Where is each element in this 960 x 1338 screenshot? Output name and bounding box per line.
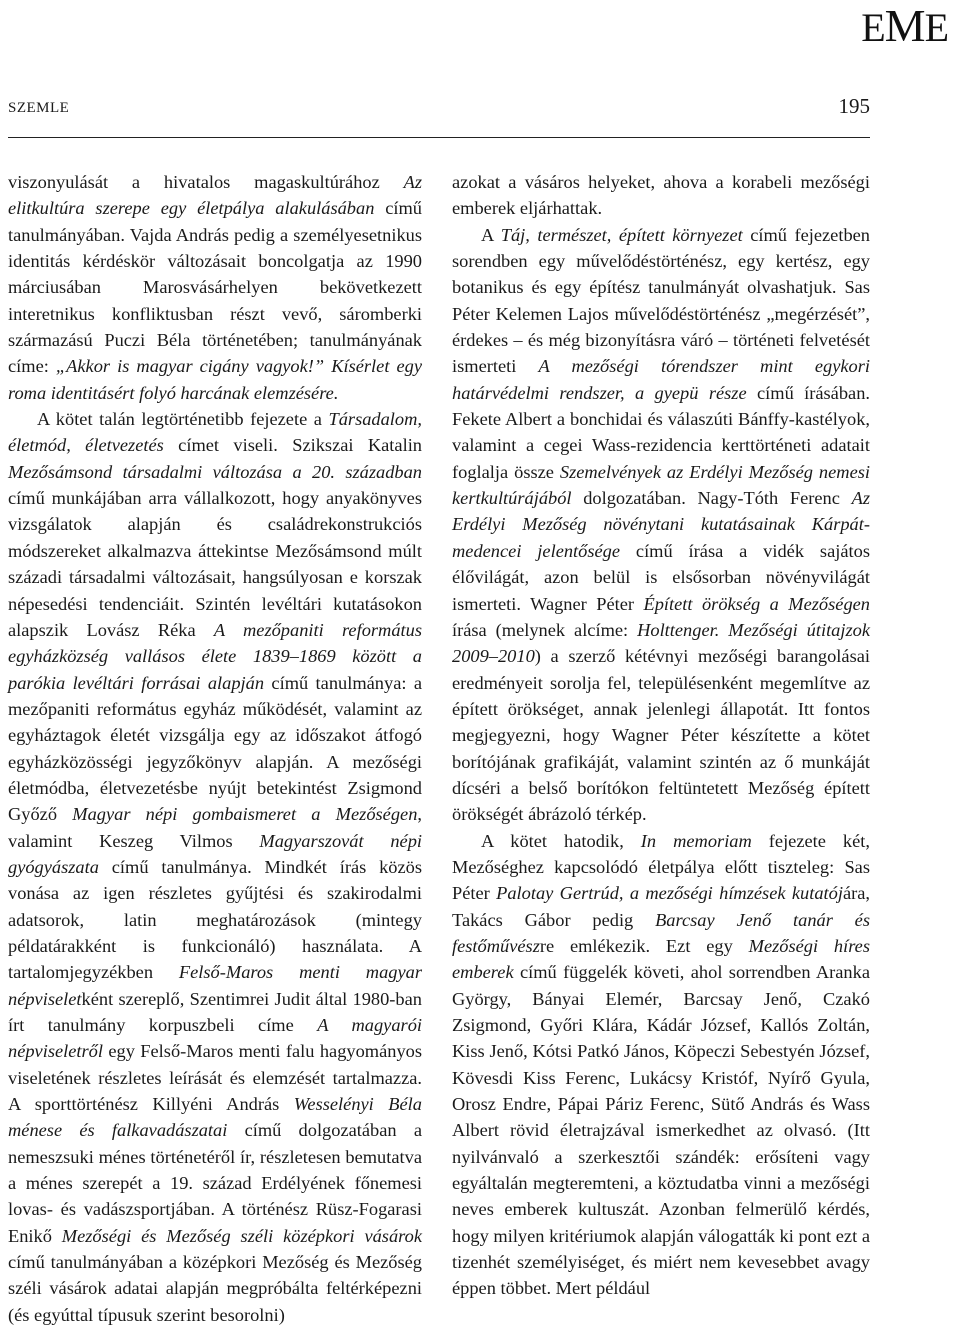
- text-run: ára, Takács Gábor pedig: [452, 883, 870, 930]
- text-run: ) a szerző kétévnyi mezőségi barangolásai eredményeit sorolja fel, településenként megemlítve az épített örökséget, annak jelenlegi állapotát. Itt fontos megjegyezni, hogy Wagner Péter készítette a kötet borítójának grafikáját, valamint szintén az ő munkáját dícséri a belső borítókon feltüntetett Mezőség épített örökségét ábrázoló térkép.: [452, 646, 870, 825]
- text-run: fejezete két, Mezőséghez kapcsolódó életpálya előtt tiszteleg: Sas Péter: [452, 830, 870, 904]
- paragraph: [8, 169, 422, 406]
- text-run: című írása a vidék sajátos élővilágát, azon belül is elsősorban növényvilágát ismerteti. Wagner Péter: [452, 540, 870, 614]
- italic-title: Az elitkultúra szerepe egy életpálya alakulásában: [8, 172, 422, 219]
- italic-title: Magyarszovát népi gyógyászata: [8, 830, 423, 877]
- journal-logo: [861, 0, 948, 51]
- paragraph: [452, 222, 870, 828]
- running-head: [8, 96, 870, 120]
- text-run: című tanulmánya. Mindkét írás közös vonása az igen részletes gyűjtési és szakirodalmi adatsorok, latin meghatározások (mintegy példatárakként is funkcionáló) használata. A tartalomjegyzékben: [8, 856, 422, 983]
- left-column: [8, 169, 422, 1328]
- italic-title: Táj, természet, épített környezet: [500, 224, 743, 245]
- text-run: című tanulmányában. Vajda András pedig a személyesetnikus identitás kérdéskör változásait boncolgatja az 1990 márciusában Marosvásárhelyen bekövetkezett interetnikus konfliktusban részt vevő, sáromberki származású Puczi Béla történetében; tanulmányának címe:: [8, 198, 422, 377]
- text-run: A kötet hatodik,: [481, 830, 641, 851]
- text-run: , valamint Keszeg Vilmos: [8, 804, 422, 851]
- text-run: egy Felső-Maros menti falu hagyományos viseletének részletes leírását és elemzését tartalmazza. A sporttörténész Killyéni András: [8, 1041, 422, 1115]
- text-run: című tanulmányában a középkori Mezőség és Mezőség széli vásárok adatai alapján megpróbálta feltérképezni (és egyúttal típusuk szerint besorolni): [8, 1252, 422, 1325]
- section-title: SZEMLE: [8, 100, 70, 116]
- text-run: ként szereplő, Szentimrei Judit által 1980-ban írt tanulmány korpuszbeli címe: [8, 988, 422, 1035]
- paragraph: [452, 169, 870, 222]
- paragraph: [8, 406, 422, 1328]
- text-run: címet viseli. Szikszai Katalin: [163, 435, 422, 456]
- text-run: viszonyulását a hivatalos magaskultúrához: [8, 172, 404, 192]
- text-run: re emlékezik. Ezt egy: [539, 935, 749, 956]
- text-run: A kötet talán legtörténetibb fejezete a: [37, 409, 329, 430]
- logo-letter-e2: E: [924, 5, 948, 50]
- italic-title: A magyarói népviseletről: [8, 1015, 422, 1062]
- text-run: írása (melynek alcíme:: [452, 619, 638, 640]
- text-run: című írásában. Fekete Albert a bonchidai és válaszúti Bánffy-kastélyok, valamint a cegei Wass-rezidencia kerttörténeti adatait foglalja össze: [452, 382, 870, 482]
- italic-title: Felső-Maros menti magyar népviselet: [8, 962, 422, 1009]
- text-run: című dolgozatában a nemeszsuki ménes történetéről ír, részletesen bemutatva a ménes szerepét a 19. század Erdélyének főnemesi lovas- és vadászsportjában. A történész Rüsz-Fogarasi Enikő: [8, 1120, 422, 1246]
- text-run: című fejezetben sorendben egy művelődéstörténész, egy kertész, egy botanikus és egy építész tanulmányát olvashatjuk. Sas Péter Kelemen Lajos művelődéstörténész „megérzését”, érdekes – és még bizonyításra váró – történeti felvetését ismerteti: [452, 224, 870, 377]
- text-run: című függelék követi, ahol sorrendben Aranka György, Bányai Elemér, Barcsay Jenő, Czakó Zsigmond, Győri Klára, Kádár József, Kallós Zoltán, Kiss Jenő, Kótsi Patkó János, Köpeczi Sebestyén József, Kövesdi Kiss Ferenc, Lukácsy Kristóf, Nyírő Gyula, Orosz Endre, Pápai Páriz Ferenc, Sütő András és Wass Albert rövid életrajzával ismerkedhet az olvasó. (Itt nyilvánvaló a szerkesztői szándék: erősíteni vagy egyáltalán megteremteni, a köztudatba vinni a mezőségi neves emberek kultuszát. Azonban felmerülő kérdés, hogy milyen kritériumok alapján válogatták ki pont ezt a tizenhét személyiséget, és miért nem kevesebbet avagy éppen többet. Mert például: [452, 962, 870, 1299]
- italic-title: Holttenger. Mezőségi útitajzok 2009–2010: [452, 619, 870, 667]
- italic-title: Társadalom, életmód, életvezetés: [8, 409, 422, 456]
- italic-title: Mezőségi híres emberek: [452, 935, 870, 983]
- italic-title: A mezőségi tórendszer mint egykori határvédelmi rendszer, a gyepü része: [452, 356, 870, 403]
- header-rule: [8, 137, 870, 138]
- text-run: dolgozatában. Nagy-Tóth Ferenc: [571, 488, 852, 509]
- logo-letter-m: M: [884, 0, 925, 51]
- italic-title: Szemelvények az Erdélyi Mezőség nemesi kertkultúrájából: [452, 461, 870, 509]
- italic-title: „Akkor is magyar cigány vagyok!” Kísérlet egy roma identitásért folyó harcának elemzésére.: [8, 356, 422, 403]
- italic-title: Mezősámsond társadalmi változása a 20. században: [8, 461, 422, 482]
- logo-letter-e1: E: [861, 5, 885, 50]
- italic-title: Az Erdélyi Mezőség növénytani kutatásainak Kárpát-medencei jelentősége: [452, 488, 870, 561]
- text-run: című munkájában arra vállalkozott, hogy anyakönyves vizsgálatok alapján és családrekonstrukciós módszereket alkalmazva áttekintse Mezősámsond múlt századi társadalmi változásait, hangsúlyosan e korszak népesedési tendenciáit. Szintén levéltári kutatásokon alapszik Lovász Réka: [8, 488, 422, 640]
- italic-title: In memoriam: [640, 830, 752, 851]
- italic-title: Mezőségi és Mezőség széli középkori vásárok: [61, 1225, 422, 1246]
- paragraph: [452, 828, 870, 1302]
- italic-title: A mezőpaniti református egyházközség vallásos élete 1839–1869 között a parókia levéltári forrásai alapján: [8, 619, 422, 693]
- text-run: azokat a vásáros helyeket, ahova a korabeli mezőségi emberek eljárhattak.: [452, 172, 870, 219]
- page-number: 195: [838, 94, 870, 118]
- italic-title: Barcsay Jenő tanár és festőművész: [452, 909, 871, 956]
- italic-title: Palotay Gertrúd, a mezőségi hímzések kutatój: [496, 883, 843, 904]
- italic-title: Wesselényi Béla ménese és falkavadászatai: [8, 1094, 422, 1141]
- text-run: A: [481, 224, 501, 245]
- text-run: című tanulmánya: a mezőpaniti református egyház működését, valamint az egyháztagok életét vizsgálja egy az időszakot átfogó egyházközösségi jegyzőkönyv alapján. A mezőségi életmódba, életvezetésbe nyújt betekintést Zsigmond Győző: [8, 672, 422, 825]
- right-column: [452, 169, 870, 1302]
- italic-title: Magyar népi gombaismeret a Mezőségen: [72, 804, 418, 825]
- italic-title: Épített örökség a Mezőségen: [643, 593, 870, 614]
